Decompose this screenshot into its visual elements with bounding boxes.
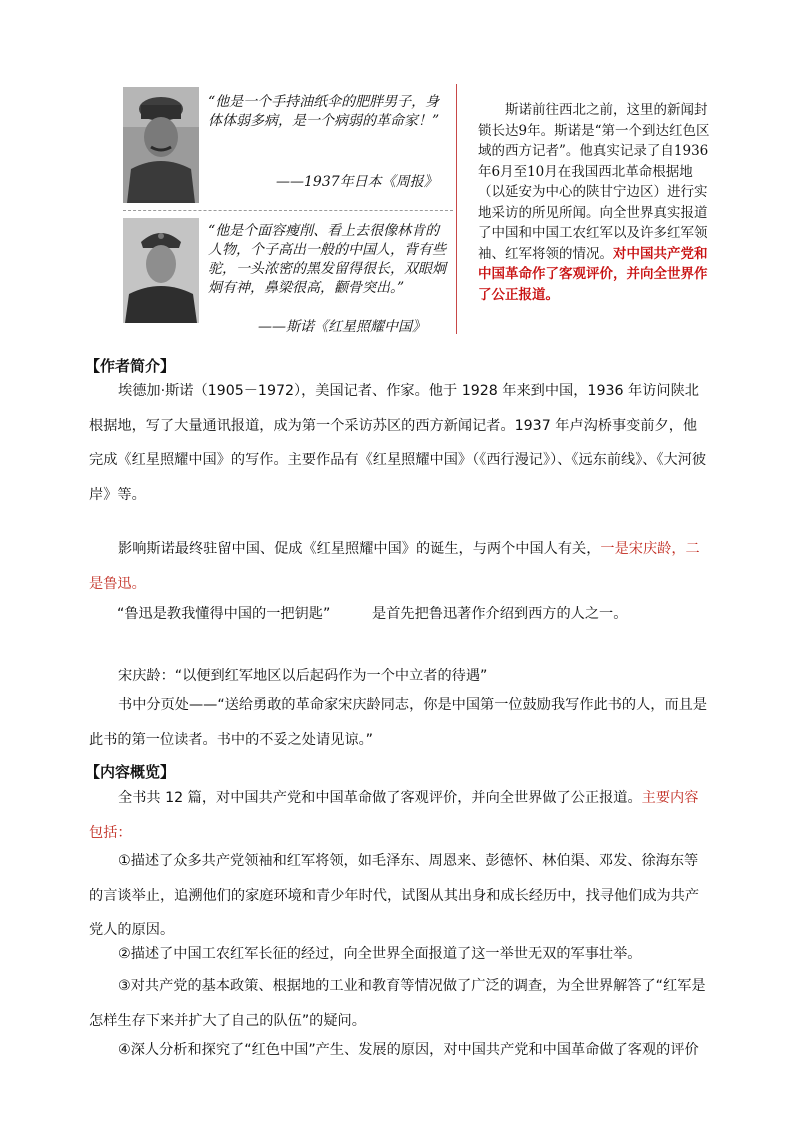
- content-item-1: ①描述了众多共产党领袖和红军将领，如毛泽东、周恩来、彭德怀、林伯渠、邓发、徐海东等的言谈举止，追溯他们的家庭环境和青少年时代，试图从其出身和成长经历中，找寻他们成为共产党人的原因。: [89, 853, 700, 938]
- portrait-photo-1: [123, 87, 199, 203]
- influence-paragraph: [89, 532, 709, 601]
- divider: [123, 210, 453, 211]
- quote-2-source: ——斯诺《红星照耀中国》: [258, 319, 426, 335]
- summary-paragraph: [89, 781, 709, 850]
- side-text-black: 斯诺前往西北之前，这里的新闻封锁长达9年。斯诺是“第一个到达红色区域的西方记者”。他真实记录了自1936年6月至10月在我国西北革命根据地（以延安为中心的陕甘宁边区）进行实地采访的所见所闻。向全世界真实报道了中国和中国工农红军以及许多红军领袖、红军将领的情况。: [478, 102, 710, 262]
- luxun-quote: “鲁迅是教我懂得中国的一把钥匙”: [117, 606, 331, 622]
- influence-text: 影响斯诺最终驻留中国、促成《红星照耀中国》的诞生，与两个中国人有关，: [118, 541, 601, 557]
- content-section-title: 【内容概览】: [85, 763, 176, 781]
- quote-1: “他是一个手持油纸伞的肥胖男子，身体体弱多病，是一个病弱的革命家！”: [208, 94, 440, 129]
- soong-line: 宋庆龄：“以便到红军地区以后起码作为一个中立者的待遇”: [118, 668, 488, 684]
- content-item-3: ③对共产党的基本政策、根据地的工业和教育等情况做了广泛的调查，为全世界解答了“红军是怎样生存下来并扩大了自己的队伍”的疑问。: [89, 978, 706, 1029]
- content-item-2: ②描述了中国工农红军长征的经过，向全世界全面报道了这一举世无双的军事壮举。: [118, 946, 642, 962]
- figure-divider-line: [456, 84, 457, 334]
- quote-1-source: ——1937年日本《周报》: [276, 174, 438, 190]
- influence-red: 一是宋庆龄，二是鲁迅。: [89, 541, 700, 592]
- author-intro: 埃德加·斯诺（1905－1972），美国记者、作家。他于 1928 年来到中国，1936 年访问陕北根据地，写了大量通讯报道，成为第一个采访苏区的西方新闻记者。1937 年卢沟桥事变前夕，他完成《红星照耀中国》的写作。主要作品有《红星照耀中国》（《西行漫记》）、《远东前线》、《大河彼岸》等。: [89, 383, 707, 503]
- figure-side-text: [478, 100, 714, 305]
- side-text-red: 对中国共产党和中国革命作了客观评价，并向全世界作了公正报道。: [478, 245, 708, 303]
- content-item-4: ④深人分析和探究了“红色中国”产生、发展的原因，对中国共产党和中国革命做了客观的评价: [118, 1042, 699, 1058]
- dedication: 书中分页处——“送给勇敢的革命家宋庆龄同志，你是中国第一位鼓励我写作此书的人，而且是此书的第一位读者。书中的不妥之处请见谅。”: [89, 697, 708, 748]
- quote-2: “他是个面容瘦削、看上去很像林肯的人物，个子高出一般的中国人，背有些驼，一头浓密的黑发留得很长，双眼炯炯有神，鼻梁很高，颧骨突出。”: [208, 223, 446, 296]
- author-section-title: 【作者简介】: [85, 357, 176, 375]
- luxun-note: 是首先把鲁迅著作介绍到西方的人之一。: [372, 606, 628, 622]
- summary-text: 全书共 12 篇，对中国共产党和中国革命做了客观评价，并向全世界做了公正报道。: [118, 790, 642, 806]
- portrait-photo-2: [123, 218, 199, 323]
- summary-red: 主要内容包括：: [89, 790, 699, 841]
